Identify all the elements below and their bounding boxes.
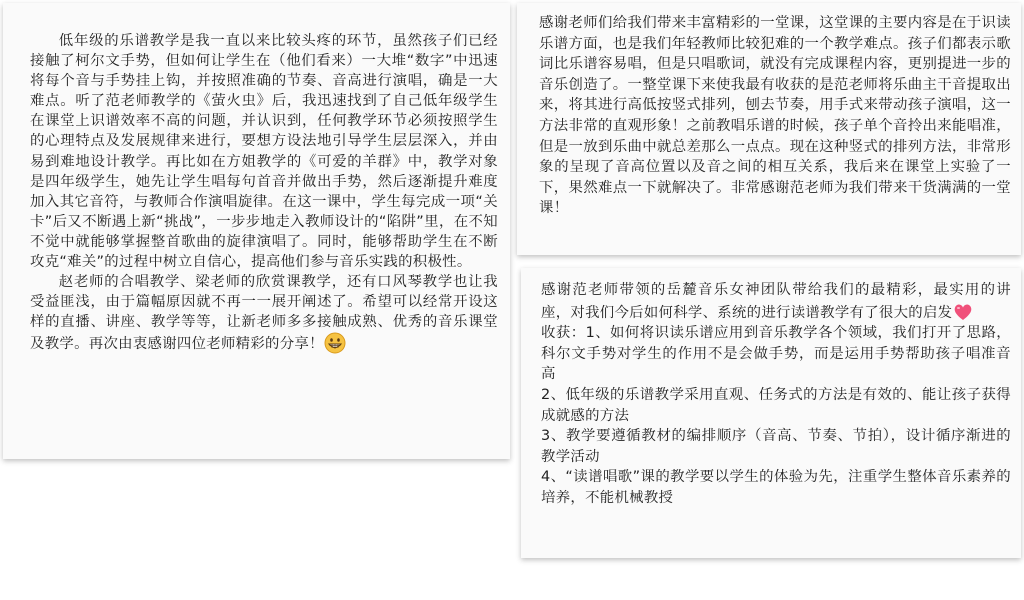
comment-card-bottom-right xyxy=(521,268,1021,558)
comment-paragraph-1: 低年级的乐谱教学是我一直以来比较头疼的环节，虽然孩子们已经接触了柯尔文手势，但如何让学生在（他们看来）一大堆“数字”中迅速将每个音与手势挂上钩，并按照准确的节奏、音高进行演唱，确是一大难点。听了范老师教学的《萤火虫》后，我迅速找到了自己低年级学生在课堂上识谱效率不高的问题，并认识到，任何教学环节必须按照学生的心理特点及发展规律来进行，要想方设法地引导学生层层深入，并由易到难地设计教学。再比如在方姐教学的《可爱的羊群》中，教学对象是四年级学生，她先让学生唱每句首音并做出手势，然后逐渐提升难度加入其它音符，与教师合作演唱旋律。在这一课中，学生每完成一项“关卡”后又不断遇上新“挑战”，一步步地走入教师设计的“陷阱”里，在不知不觉中就能够掌握整首歌曲的旋律演唱了。同时，能够帮助学生在不断攻克“难关”的过程中树立自信心，提高他们参与音乐实践的积极性。 xyxy=(30,33,498,271)
grinning-face-emoji-icon xyxy=(324,332,346,354)
harvest-item-3: 3、教学要遵循教材的编排顺序（音高、节奏、节拍），设计循序渐进的教学活动 xyxy=(541,428,1011,465)
harvest-item-2: 2、低年级的乐谱教学采用直观、任务式的方法是有效的、能让孩子获得成就感的方法 xyxy=(541,386,1011,424)
comment-text: 感谢老师们给我们带来丰富精彩的一堂课，这堂课的主要内容是在于识读乐谱方面，也是我们年轻教师比较犯难的一个教学难点。孩子们都表示歌词比乐谱容易唱，但是只唱歌词，就没有完成课程内容，更别提进一步的音乐创造了。一整堂课下来使我最有收获的是范老师将乐曲主干音提取出来，将其进行高低按竖式排列，刨去节奏，用手式来带动孩子演唱，这一方法非常的直观形象！之前教唱乐谱的时候，孩子单个音拎出来能唱准，但是一放到乐曲中就总差那么一点点。现在这种竖式的排列方法，非常形象的呈现了音高位置以及音之间的相互关系，我后来在课堂上实验了一下，果然难点一下就解决了。非常感谢范老师为我们带来干货满满的一堂课！ xyxy=(539,15,1011,217)
harvest-item-4: 4、“读谱唱歌”课的教学要以学生的体验为先，注重学生整体音乐素养的培养，不能机械教授 xyxy=(541,469,1011,506)
heart-emoji-icon xyxy=(952,301,974,323)
comment-paragraph-2-text: 赵老师的合唱教学、梁老师的欣赏课教学，还有口风琴教学也让我受益匪浅，由于篇幅原因就不再一一展开阐述了。希望可以经常开设这样的直播、讲座、教学等等，让新老师多多接触成熟、优秀的音乐课堂及教学。再次由衷感谢四位老师精彩的分享！ xyxy=(30,274,498,353)
comment-card-top-right xyxy=(517,3,1021,255)
comment-intro-text: 感谢范老师带领的岳麓音乐女神团队带给我们的最精彩，最实用的讲座，对我们今后如何科学、系统的进行读谱教学有了很大的启发 xyxy=(541,282,1011,321)
harvest-item-1: 收获：1、如何将识读乐谱应用到音乐教学各个领域，我们打开了思路，科尔文手势对学生的作用不是会做手势，而是运用手势帮助孩子唱准音高 xyxy=(541,325,1011,383)
comment-card-left xyxy=(3,3,510,459)
comment-paragraph-2 xyxy=(30,272,498,354)
comment-intro xyxy=(541,280,1011,323)
